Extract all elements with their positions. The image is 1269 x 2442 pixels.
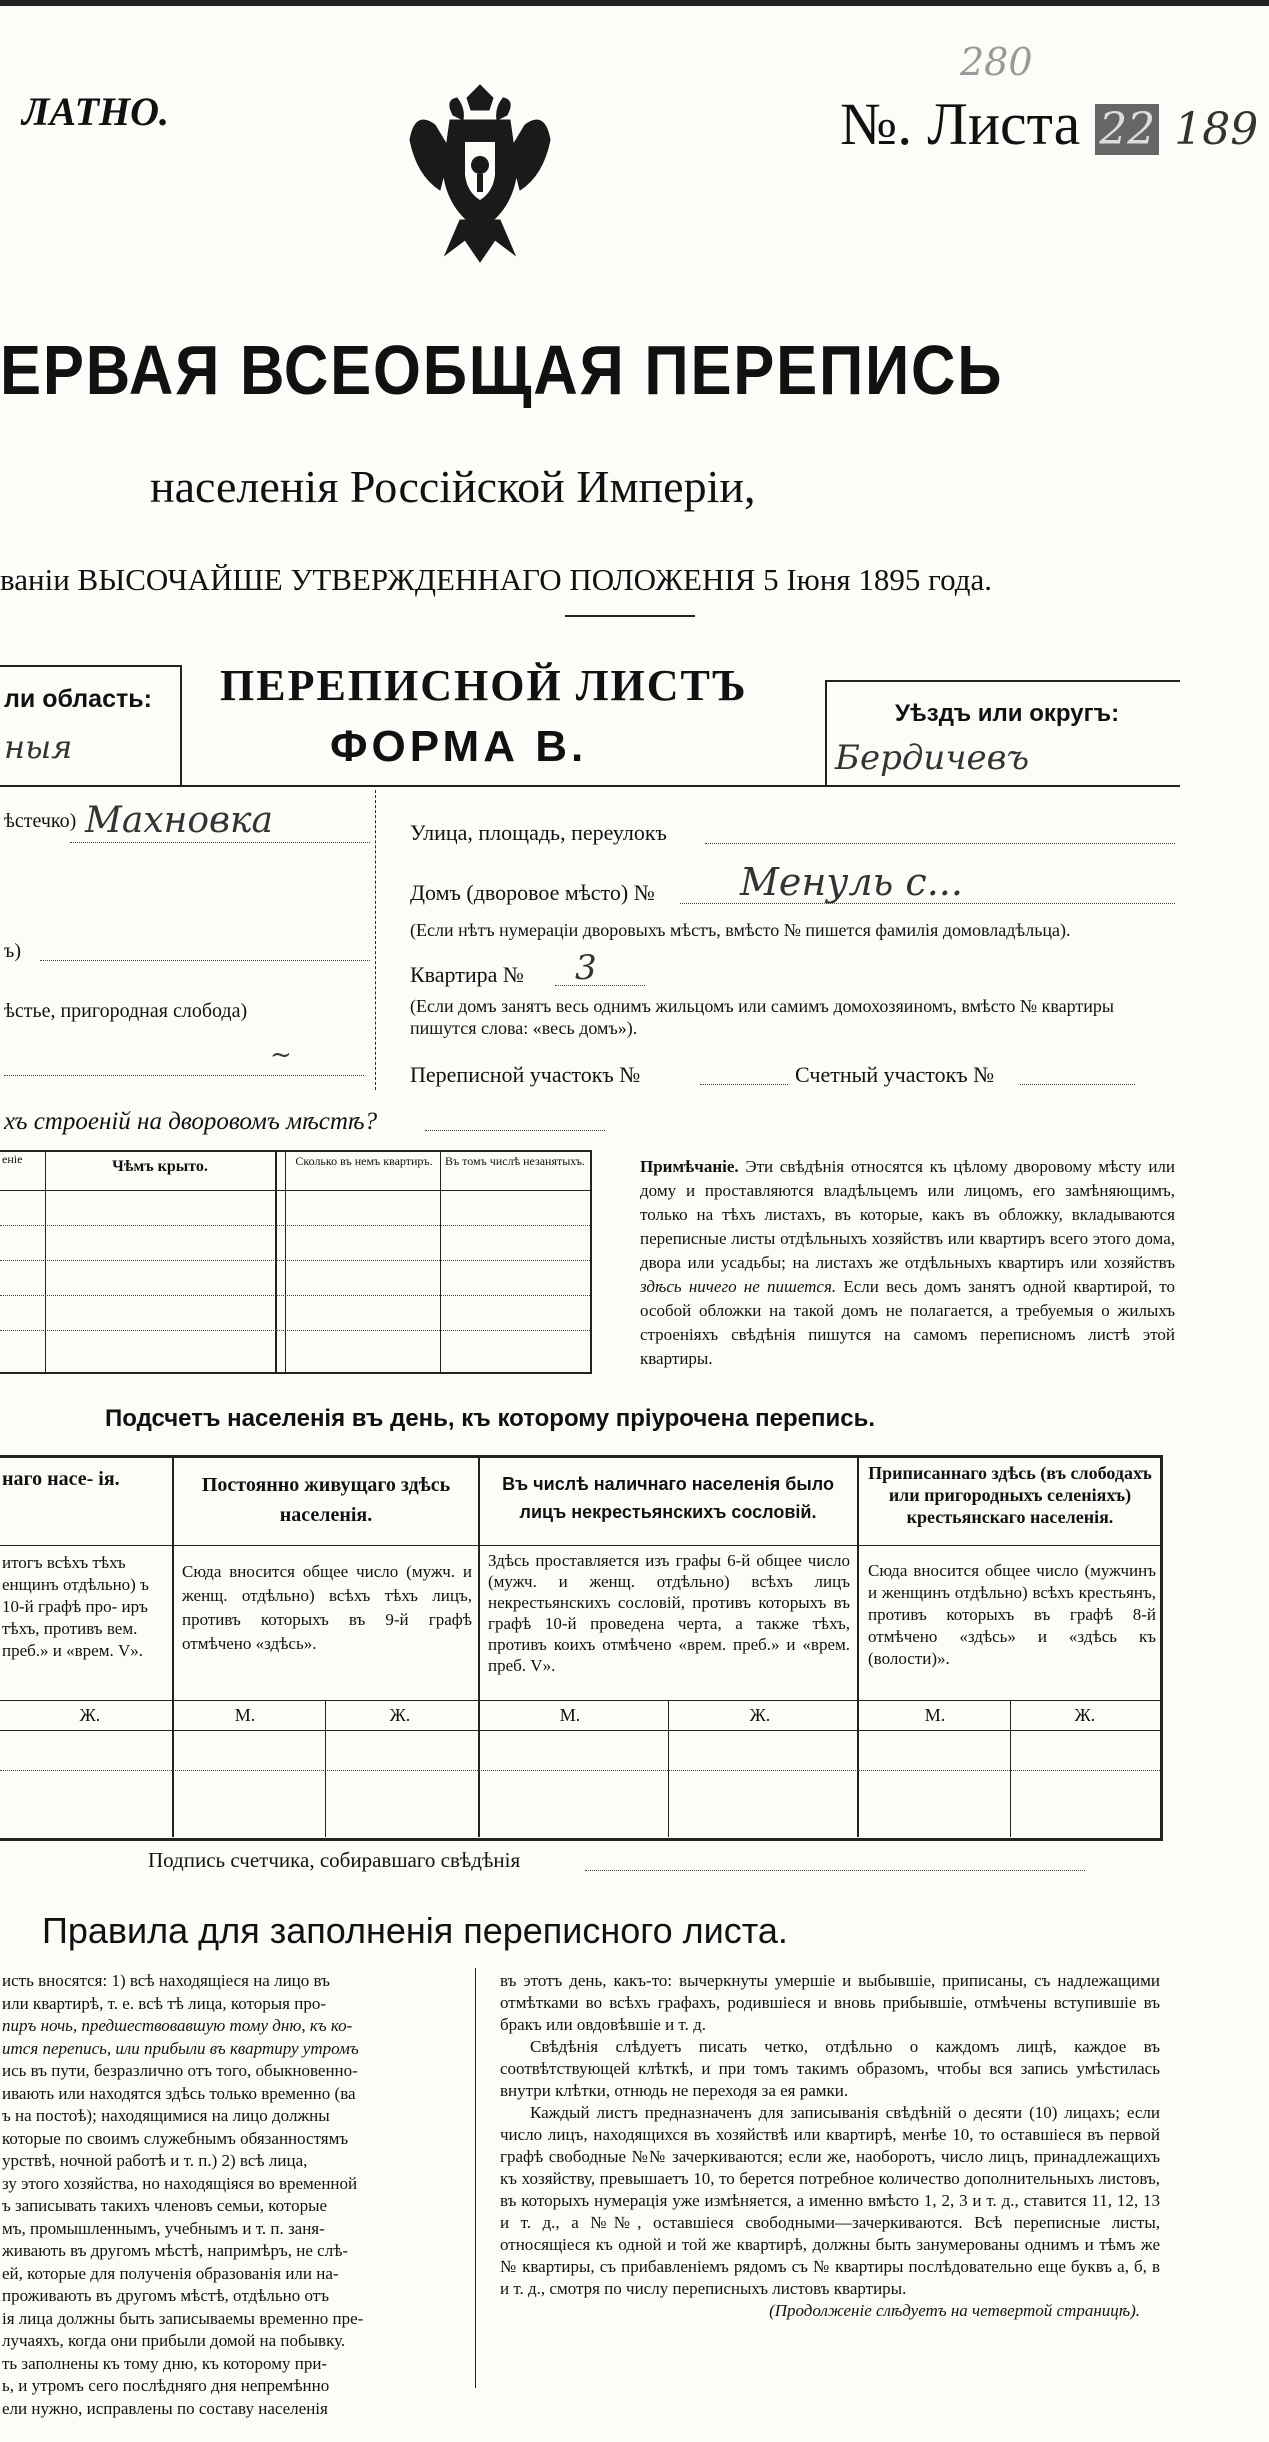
rules-left-line: ъ записывать такихъ членовъ семьи, которые	[2, 2196, 328, 2215]
region-box-right	[180, 665, 182, 785]
rules-left-line: лучаяхъ, когда они прибыли домой на побывку.	[2, 2331, 346, 2350]
rules-right-column	[500, 1970, 1160, 2322]
suburb-value: ~	[270, 1040, 292, 1070]
ct-col-2	[478, 1455, 480, 1837]
ct-row-line	[0, 1770, 1160, 1771]
rules-left-line: пиръ ночь, предшествовавшую тому дню, къ ко-	[2, 2016, 353, 2035]
rules-left-line: ивають или находятся здѣсь только временно (ва	[2, 2083, 356, 2103]
count-col-0-sub-0: Ж.	[79, 1705, 101, 1725]
bt-header-1: Чѣмъ крыто.	[112, 1158, 208, 1175]
rules-left-line: которые по своимъ служебнымъ обязанностямъ	[2, 2128, 349, 2148]
bt-col3	[440, 1150, 441, 1372]
count-col-3-sub-1: Ж.	[1074, 1705, 1096, 1725]
uezd-label: Уѣздъ или округъ:	[895, 700, 1120, 727]
rules-left-line: или квартирѣ, т. е. всѣ тѣ лица, которыя про-	[2, 1993, 326, 2013]
uezd-value: Бердичевъ	[835, 738, 1030, 778]
rules-left-line: живають въ другомъ мѣстѣ, напримѣръ, не слѣ-	[2, 2241, 349, 2260]
buildings-table	[0, 1150, 592, 1374]
form-band-bottom	[0, 785, 1180, 787]
count-col-2-sub-1: Ж.	[749, 1705, 771, 1725]
sheet-number-crossed: 22	[1095, 104, 1159, 155]
ct-col-1	[172, 1455, 174, 1837]
note-label: Примѣчаніе.	[640, 1157, 739, 1176]
bt-row-line-2	[0, 1260, 590, 1261]
census-area-line	[700, 1084, 788, 1085]
count-section-title: Подсчетъ населенія въ день, къ которому пріурочена перепись.	[105, 1405, 875, 1432]
count-col-2-body: Здѣсь проставляется изъ графы 6-й общее число (мужч. и женщ. отдѣльно) всѣхъ лицъ некрестьянскихъ сословій, противъ которыхъ въ графѣ 10-й проведена черта, а также тѣхъ, противъ коихъ отмѣчено «врем. преб.» и «врем. преб. V».	[488, 1551, 850, 1675]
buildings-line	[425, 1130, 605, 1131]
bt-header-3: Въ томъ числѣ незанятыхъ.	[444, 1154, 586, 1168]
street-line	[705, 843, 1175, 844]
rules-left-line: мъ, промышленнымъ, учебнымъ и т. п. заня-	[2, 2218, 325, 2238]
apartment-note: (Если домъ занятъ весь однимъ жильцомъ или самимъ домохозяиномъ, вмѣсто № квартиры пишутся слова: «весь домъ»).	[410, 996, 1114, 1038]
rules-left-line: ь, и утромъ сего послѣдняго дня непремѣнно	[2, 2376, 330, 2395]
rules-left-line: ть заполнены къ тому дню, къ которому при-	[2, 2353, 328, 2373]
house-line	[680, 903, 1175, 904]
rules-left-line: зу этого хозяйства, но находящіяся во временной	[2, 2173, 358, 2193]
uezd-box-left	[825, 680, 827, 785]
uezd-box-top	[825, 680, 1180, 682]
census-area-label: Переписной участокъ №	[410, 1062, 641, 1087]
rules-left-line: ись въ пути, безразлично отъ того, обыкновенно-	[2, 2061, 358, 2080]
town-value: Махновка	[85, 800, 273, 841]
count-area-line	[1020, 1084, 1135, 1085]
sheet-number-value: 189	[1174, 104, 1259, 155]
suburb-label: ѣстье, пригородная слобода)	[4, 1000, 248, 1022]
count-col-1-head: Постоянно живущаго здѣсь населенія.	[201, 1474, 451, 1526]
rules-left-column	[2, 1970, 462, 2420]
apartment-label: Квартира №	[410, 962, 524, 987]
signature-label: Подпись счетчика, собиравшаго свѣдѣнія	[148, 1848, 521, 1872]
rules-paragraph-1: въ этотъ день, какъ-то: вычеркнуты умершіе и выбывшіе, приписаны, съ надлежащими отмѣтками во всѣхъ графахъ, родившіеся и вновь прибывшіе, отмѣчены вступившіе въ бракъ или овдовѣвшіе и т. д.	[500, 1971, 1160, 2034]
street-label: Улица, площадь, переулокъ	[410, 820, 667, 845]
rules-continued: (Продолженіе слѣдуетъ на четвертой страницѣ).	[769, 2301, 1140, 2320]
bt-header-2: Сколько въ немъ квартиръ.	[295, 1154, 433, 1168]
ct-sub-line	[0, 1730, 1160, 1731]
count-col-3-head: Приписаннаго здѣсь (въ слободахъ или пригородныхъ селеніяхъ) крестьянскаго населенія.	[868, 1463, 1152, 1527]
count-col-1-sub-1: Ж.	[389, 1705, 411, 1725]
rules-left-line: ія лица должны быть записываемы временно пре-	[2, 2308, 364, 2328]
form-divider	[375, 790, 376, 1090]
town-line	[70, 842, 370, 843]
apartment-value: 3	[575, 948, 597, 988]
rules-title: Правила для заполненія переписного листа.	[42, 1910, 788, 1951]
rules-paragraph-2: Свѣдѣнія слѣдуетъ писать четко, отдѣльно о каждомъ лицѣ, каждое въ соотвѣтствующей клѣткѣ, и при томъ такимъ образомъ, чтобы вся запись умѣстилась внутри клѣтки, отнюдь не переходя за ея рамки.	[500, 2037, 1160, 2100]
bt-col2b	[285, 1150, 286, 1372]
house-label: Домъ (дворовое мѣсто) №	[410, 880, 655, 905]
sheet-title: ПЕРЕПИСНОЙ ЛИСТЪ	[220, 661, 748, 710]
rules-column-divider	[475, 1968, 476, 2388]
bt-header-0: еніе	[2, 1152, 23, 1166]
note-text-1: Эти свѣдѣнія относятся къ цѣлому дворовому мѣсту или дому и проставляются владѣльцемъ или лицомъ, его замѣняющимъ, только на тѣхъ листахъ, въ которые, какъ въ обложку, вкладываются переписные листы отдѣльныхъ хозяйствъ или квартиръ всего этого дома, двора или усадьбы; на листахъ же отдѣльныхъ квартиръ или хозяйствъ	[640, 1157, 1175, 1272]
house-value: Менуль с...	[740, 860, 963, 904]
top-edge	[0, 0, 1269, 6]
free-label: ЛАТНО.	[22, 89, 170, 134]
count-col-2-sub-0: М.	[559, 1705, 581, 1725]
rules-left-line: ей, которые для полученія образованія или на-	[2, 2263, 339, 2283]
suburb-line	[4, 1075, 364, 1076]
region-box-top	[0, 665, 180, 667]
census-subtitle: населенія Россійской Имперіи,	[150, 461, 756, 512]
bt-col1	[45, 1150, 46, 1372]
signature-line	[585, 1870, 1085, 1871]
corner-note: 280	[960, 40, 1033, 84]
left-field-2-line	[40, 960, 370, 961]
left-field-2: ъ)	[4, 940, 22, 962]
count-col-0-head: наго насе- ія.	[2, 1468, 120, 1490]
rules-left-line: ели нужно, исправлены по составу населенія	[2, 2398, 328, 2418]
count-col-0-body: итогъ всѣхъ тѣхъ енщинъ отдѣльно) ъ 10-й графѣ про- иръ тѣхъ, противъ вем. преб.» и «врем. V».	[2, 1553, 149, 1660]
ct-sub-col-3	[1010, 1700, 1011, 1837]
note-text-2: Если весь домъ занятъ одной квартирой, то особой обложки на такой домъ не полагается, а требуемыя о жилыхъ строеніяхъ свѣдѣнія пишутся на самомъ переписномъ листѣ этой квартиры.	[640, 1277, 1176, 1368]
ct-head-line	[0, 1545, 1160, 1546]
count-area-label: Счетный участокъ №	[795, 1062, 995, 1087]
rules-left-line: ъ на постоѣ); находящимися на лицо должны	[2, 2106, 330, 2125]
apartment-line	[555, 985, 645, 986]
bt-header-line	[0, 1190, 590, 1191]
ct-sub-col-2	[668, 1700, 669, 1837]
count-col-1-body: Сюда вносится общее число (мужч. и женщ. отдѣльно) всѣхъ тѣхъ лицъ, противъ которыхъ въ 9-й графѣ отмѣчено «здѣсь».	[182, 1562, 472, 1653]
count-col-2-head: Въ числѣ наличнаго населенія было лицъ некрестьянскихъ сословій.	[502, 1474, 834, 1522]
rules-paragraph-3: Каждый листъ предназначенъ для записыванія свѣдѣній о десяти (10) лицахъ; если число лицъ, находящихся въ хозяйствѣ или квартирѣ, менѣе 10, то оставшіеся въ первой графѣ свободные №№ зачеркиваются; если же, наоборотъ, число лицъ, принадлежащихъ къ хозяйству, превышаетъ 10, то берется потребное количество дополнительныхъ листовъ, въ которыхъ нумерація уже измѣняется, а именно вмѣсто 1, 2, 3 и т. д., ставится 11, 12, 13 и т. д., а №№, оставшіеся свободными—зачеркиваются. Всѣ переписные листы, относящіеся къ одной и той же квартирѣ, должны быть занумерованы однимъ и тѣмъ же № квартиры, съ прибавленіемъ рядомъ съ № квартиры послѣдовательно еще буквъ а, б, в и т. д., смотря по числу переписныхъ листовъ квартиры.	[500, 2103, 1160, 2298]
rules-left-line: урствѣ, ночной работѣ и т. п.) 2) всѣ лица,	[2, 2151, 308, 2170]
note-text-italic: здѣсь ничего не пишется.	[640, 1277, 837, 1296]
bt-row-line-1	[0, 1225, 590, 1226]
ct-col-3	[857, 1455, 859, 1837]
title-divider	[565, 615, 695, 617]
buildings-label: хъ строеній на дворовомъ мѣстѣ?	[4, 1108, 378, 1135]
form-name: ФОРМА В.	[330, 722, 588, 771]
sheet-number-label: №. Листа	[840, 91, 1081, 157]
region-label: ли область:	[4, 685, 152, 713]
count-col-3-sub-0: М.	[924, 1705, 946, 1725]
sheet-number	[840, 90, 1258, 159]
rules-left-line: проживають въ другомъ мѣстѣ, отдѣльно отъ	[2, 2286, 330, 2305]
bt-row-line-4	[0, 1330, 590, 1331]
house-note: (Если нѣтъ нумераціи дворовыхъ мѣстъ, вмѣсто № пишется фамилія домовладѣльца).	[410, 920, 1071, 940]
count-col-1-sub-0: М.	[234, 1705, 256, 1725]
bt-row-line-3	[0, 1295, 590, 1296]
region-value: ныя	[4, 728, 73, 766]
rules-left-line: исть вносятся: 1) всѣ находящіеся на лицо въ	[2, 1971, 330, 1990]
bt-col2	[275, 1150, 277, 1372]
ct-sub-col-1	[325, 1700, 326, 1837]
census-title: ЕРВАЯ ВСЕОБЩАЯ ПЕРЕПИСЬ	[0, 331, 1004, 409]
count-col-3-body: Сюда вносится общее число (мужчинъ и женщинъ отдѣльно) всѣхъ крестьянъ, противъ которыхъ въ графѣ 8-й отмѣчено «здѣсь» и «здѣсь къ (волости)».	[868, 1561, 1156, 1668]
double-headed-eagle-emblem	[405, 80, 555, 265]
town-label: ѣстечко)	[4, 810, 77, 832]
ct-body-line	[0, 1700, 1160, 1701]
rules-left-line: ится перепись, или прибыли въ квартиру утромъ	[2, 2038, 359, 2058]
note	[640, 1155, 1175, 1371]
census-basis: ваніи ВЫСОЧАЙШЕ УТВЕРЖДЕННАГО ПОЛОЖЕНІЯ 5 Іюня 1895 года.	[0, 562, 992, 597]
